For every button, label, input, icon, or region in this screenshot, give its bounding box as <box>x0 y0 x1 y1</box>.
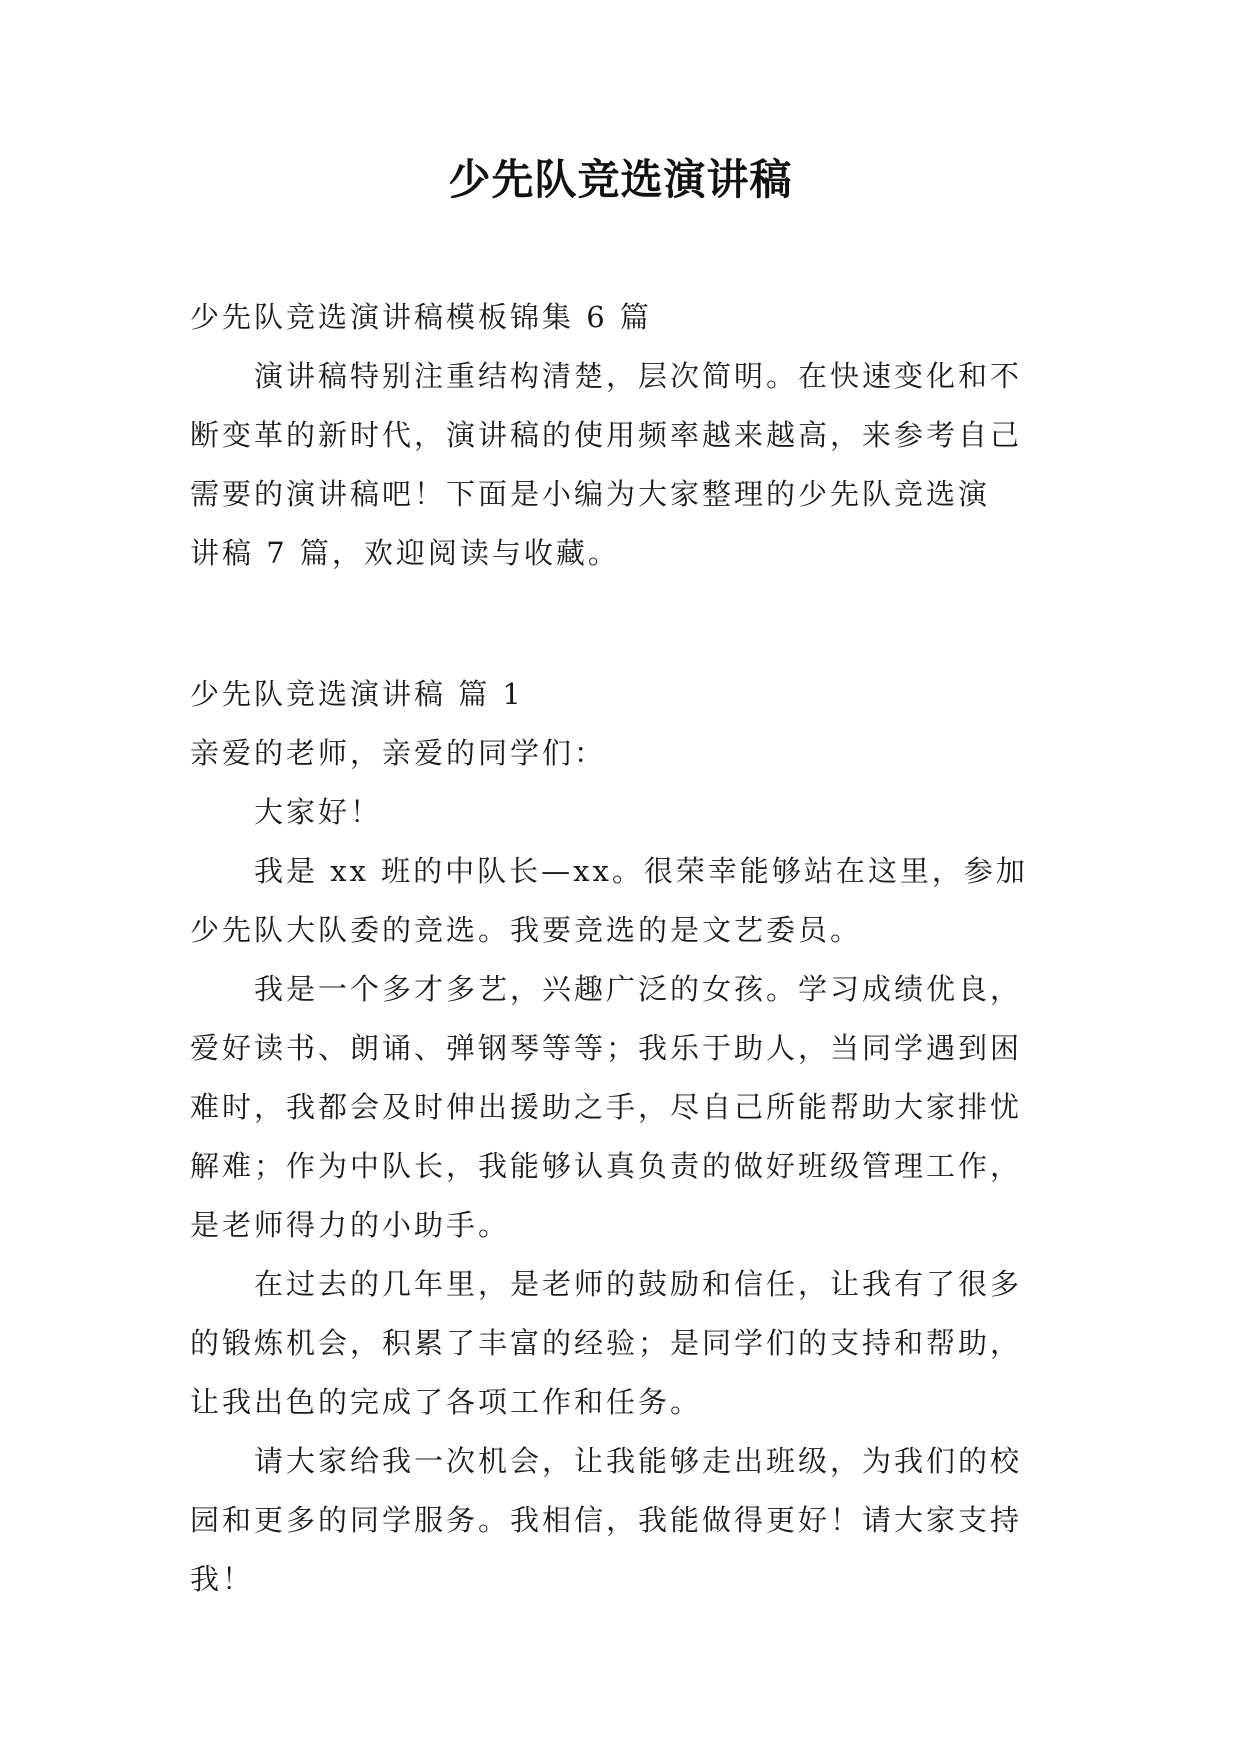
section-heading: 少先队竞选演讲稿 篇 1 <box>190 677 524 711</box>
body-paragraph: 请大家给我一次机会，让我能够走出班级，为我们的校 园和更多的同学服务。我相信，我能做得更好！请大家支持 我！ <box>190 1444 1023 1596</box>
greeting: 大家好！ <box>254 795 383 829</box>
document-subtitle: 少先队竞选演讲稿模板锦集 6 篇 <box>190 300 652 334</box>
document-title: 少先队竞选演讲稿 <box>448 155 793 204</box>
body-paragraph: 我是一个多才多艺，兴趣广泛的女孩。学习成绩优良， 爱好读书、朗诵、弹钢琴等等；我乐于助人，当同学遇到困 难时，我都会及时伸出援助之手，尽自己所能帮助大家排忧 解难；作为中队长，我能够认真负责的做好班级管理工作， 是老师得力的小助手。 <box>190 972 1023 1242</box>
document-body <box>190 288 1058 1609</box>
salutation: 亲爱的老师，亲爱的同学们： <box>190 736 607 770</box>
body-paragraph: 在过去的几年里，是老师的鼓励和信任，让我有了很多 的锻炼机会，积累了丰富的经验；是同学们的支持和帮助， 让我出色的完成了各项工作和任务。 <box>190 1267 1023 1419</box>
intro-paragraph: 演讲稿特别注重结构清楚，层次简明。在快速变化和不 断变革的新时代，演讲稿的使用频率越来越高，来参考自己 需要的演讲稿吧！下面是小编为大家整理的少先队竞选演 讲稿 7 篇，欢迎阅读与收藏。 <box>190 359 1023 570</box>
body-paragraph: 我是 xx 班的中队长—xx。很荣幸能够站在这里，参加 少先队大队委的竞选。我要竞选的是文艺委员。 <box>190 854 1028 947</box>
